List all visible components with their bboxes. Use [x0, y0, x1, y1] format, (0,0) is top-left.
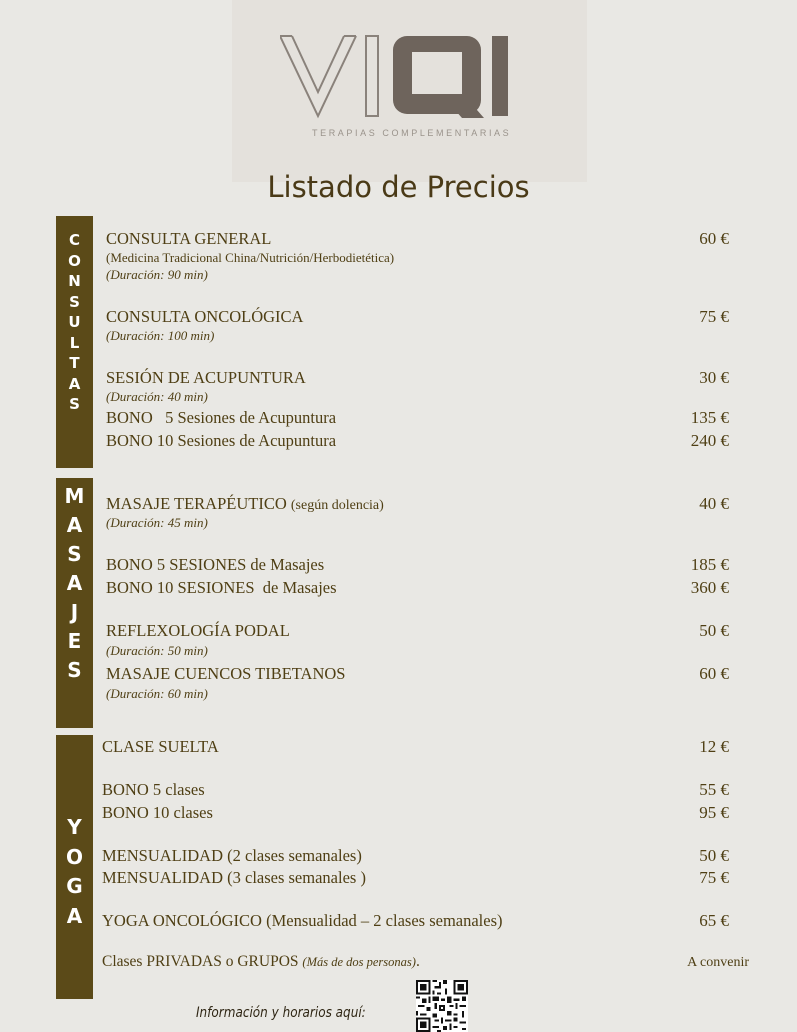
- price-value: 135 €: [690, 408, 729, 427]
- logo-tagline: TERAPIAS COMPLEMENTARIAS: [312, 128, 512, 138]
- price-item-name: CLASE SUELTA: [102, 737, 219, 756]
- price-item-duration: (Duración: 40 min): [106, 389, 208, 404]
- price-value: 185 €: [690, 555, 729, 574]
- price-item-duration: (Duración: 45 min): [106, 515, 208, 530]
- price-item-name: BONO 10 clases: [102, 803, 213, 822]
- price-item-name: [106, 494, 384, 514]
- price-value: 240 €: [690, 431, 729, 450]
- price-value: 50 €: [699, 846, 729, 865]
- price-item-title: MASAJE TERAPÉUTICO: [106, 494, 287, 513]
- price-item-name: BONO 5 clases: [102, 780, 205, 799]
- price-item-title: Clases PRIVADAS o GRUPOS: [102, 953, 299, 970]
- price-item-duration: (Duración: 60 min): [106, 686, 208, 701]
- price-item-name: [102, 953, 420, 971]
- price-value: 60 €: [699, 664, 729, 683]
- price-item-name: MASAJE CUENCOS TIBETANOS: [106, 664, 346, 683]
- qr-code-icon[interactable]: [416, 980, 468, 1032]
- price-item-name: REFLEXOLOGÍA PODAL: [106, 621, 290, 640]
- page-title: Listado de Precios: [267, 170, 530, 204]
- price-item-duration: (Duración: 50 min): [106, 643, 208, 658]
- price-item-name: CONSULTA GENERAL: [106, 229, 272, 248]
- price-item-detail: (Medicina Tradicional China/Nutrición/Herbodietética): [106, 250, 395, 265]
- price-value: A convenir: [687, 955, 749, 970]
- price-item-name: BONO 10 SESIONES de Masajes: [106, 578, 337, 597]
- price-value: 95 €: [699, 803, 729, 822]
- section-band-yoga: Y O G A: [56, 735, 93, 999]
- price-item-name: YOGA ONCOLÓGICO (Mensualidad – 2 clases semanales): [102, 911, 503, 930]
- price-value: 12 €: [699, 737, 729, 756]
- price-value: 40 €: [699, 494, 729, 513]
- section-band-masajes: M A S A J E S: [56, 478, 93, 728]
- info-schedule-text: Información y horarios aquí:: [196, 1005, 366, 1021]
- price-item-name: MENSUALIDAD (2 clases semanales): [102, 846, 362, 865]
- price-item-name: BONO 10 Sesiones de Acupuntura: [106, 431, 337, 450]
- section-band-consultas: C O N S U L T A S: [56, 216, 93, 468]
- price-item-name: MENSUALIDAD (3 clases semanales ): [102, 868, 366, 887]
- price-value: 60 €: [699, 229, 729, 248]
- viqi-logo: [280, 32, 535, 122]
- price-item-suffix: .: [415, 953, 420, 970]
- price-value: 65 €: [699, 911, 729, 930]
- price-value: 55 €: [699, 780, 729, 799]
- price-value: 75 €: [699, 868, 729, 887]
- price-value: 50 €: [699, 621, 729, 640]
- price-value: 30 €: [699, 368, 729, 387]
- price-item-name: SESIÓN DE ACUPUNTURA: [106, 368, 306, 387]
- price-item-duration: (Duración: 90 min): [106, 267, 208, 282]
- price-item-name: BONO 5 SESIONES de Masajes: [106, 555, 325, 574]
- price-value: 360 €: [690, 578, 729, 597]
- price-item-note: (según dolencia): [290, 498, 384, 513]
- price-item-note: (Más de dos personas): [302, 955, 416, 969]
- price-item-name: BONO 5 Sesiones de Acupuntura: [106, 408, 337, 427]
- price-item-name: CONSULTA ONCOLÓGICA: [106, 307, 304, 326]
- price-value: 75 €: [699, 307, 729, 326]
- price-item-duration: (Duración: 100 min): [106, 328, 215, 343]
